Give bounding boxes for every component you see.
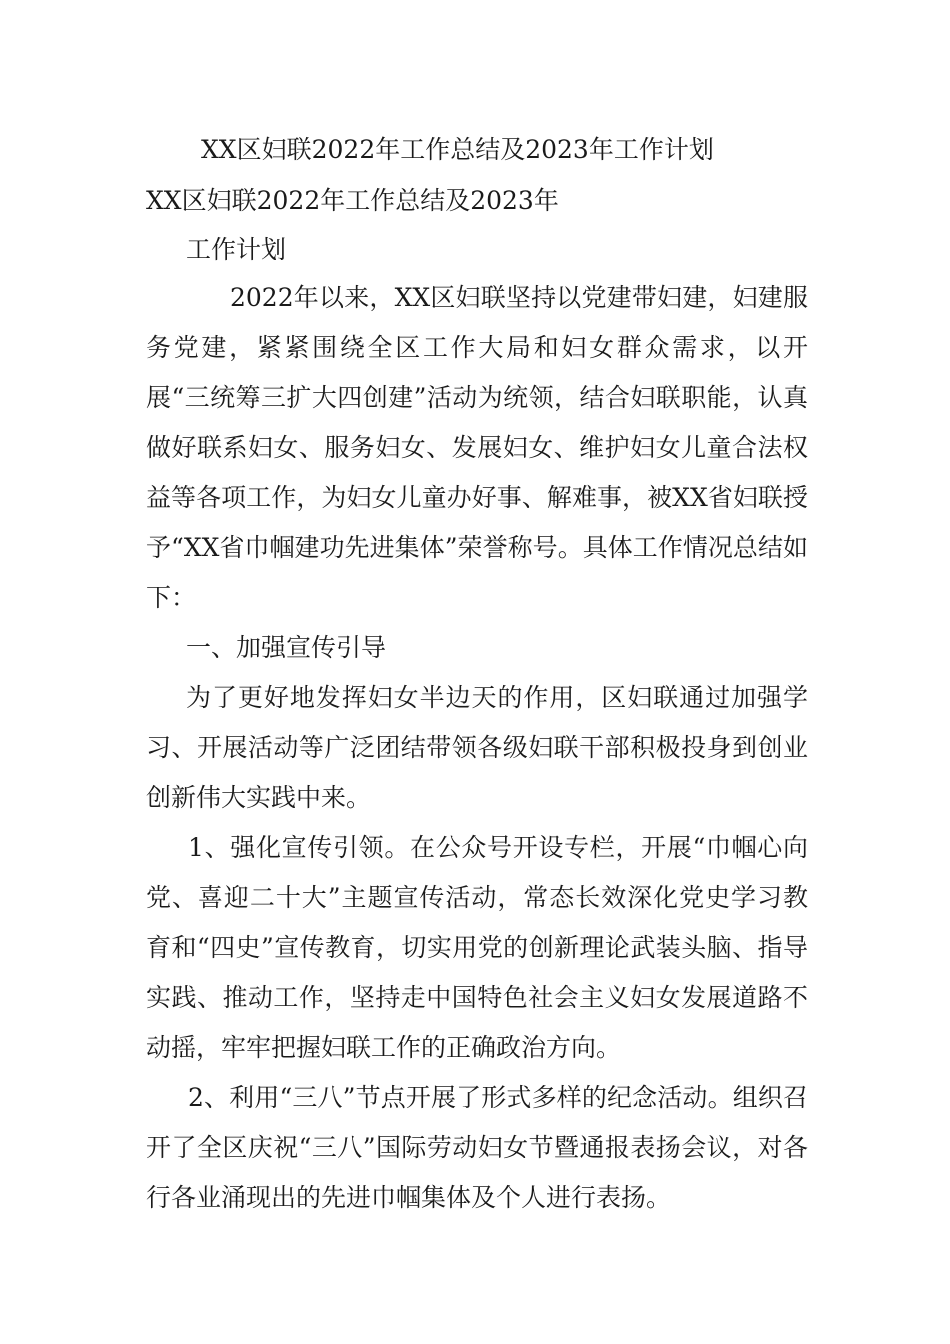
document-title: XX区妇联2022年工作总结及2023年工作计划	[201, 135, 714, 164]
section-1-paragraph: 为了更好地发挥妇女半边天的作用，区妇联通过加强学习、开展活动等广泛团结带领各级妇联干部积极投身到创业创新伟大实践中来。	[146, 683, 808, 812]
section-heading-1: 一、加强宣传引导	[186, 633, 387, 662]
intro-paragraph: 2022年以来，XX区妇联坚持以党建带妇建，妇建服务党建，紧紧围绕全区工作大局和妇女群众需求，以开展“三统筹三扩大四创建”活动为统领，结合妇联职能，认真做好联系妇女、服务妇女、发展妇女、维护妇女儿童合法权益等各项工作，为妇女儿童办好事、解难事，被XX省妇联授予“XX省巾帼建功先进集体”荣誉称号。具体工作情况总结如下：	[146, 283, 808, 612]
item-2-paragraph: 2、利用“三八”节点开展了形式多样的纪念活动。组织召开了全区庆祝“三八”国际劳动妇女节暨通报表扬会议，对各行各业涌现出的先进巾帼集体及个人进行表扬。	[146, 1083, 808, 1212]
subtitle-line-2: 工作计划	[186, 235, 287, 264]
item-1-paragraph: 1、强化宣传引领。在公众号开设专栏，开展“巾帼心向党、喜迎二十大”主题宣传活动，常态长效深化党史学习教育和“四史”宣传教育，切实用党的创新理论武装头脑、指导实践、推动工作，坚持走中国特色社会主义妇女发展道路不动摇，牢牢把握妇联工作的正确政治方向。	[146, 833, 808, 1062]
subtitle-line-1: XX区妇联2022年工作总结及2023年	[146, 186, 559, 215]
